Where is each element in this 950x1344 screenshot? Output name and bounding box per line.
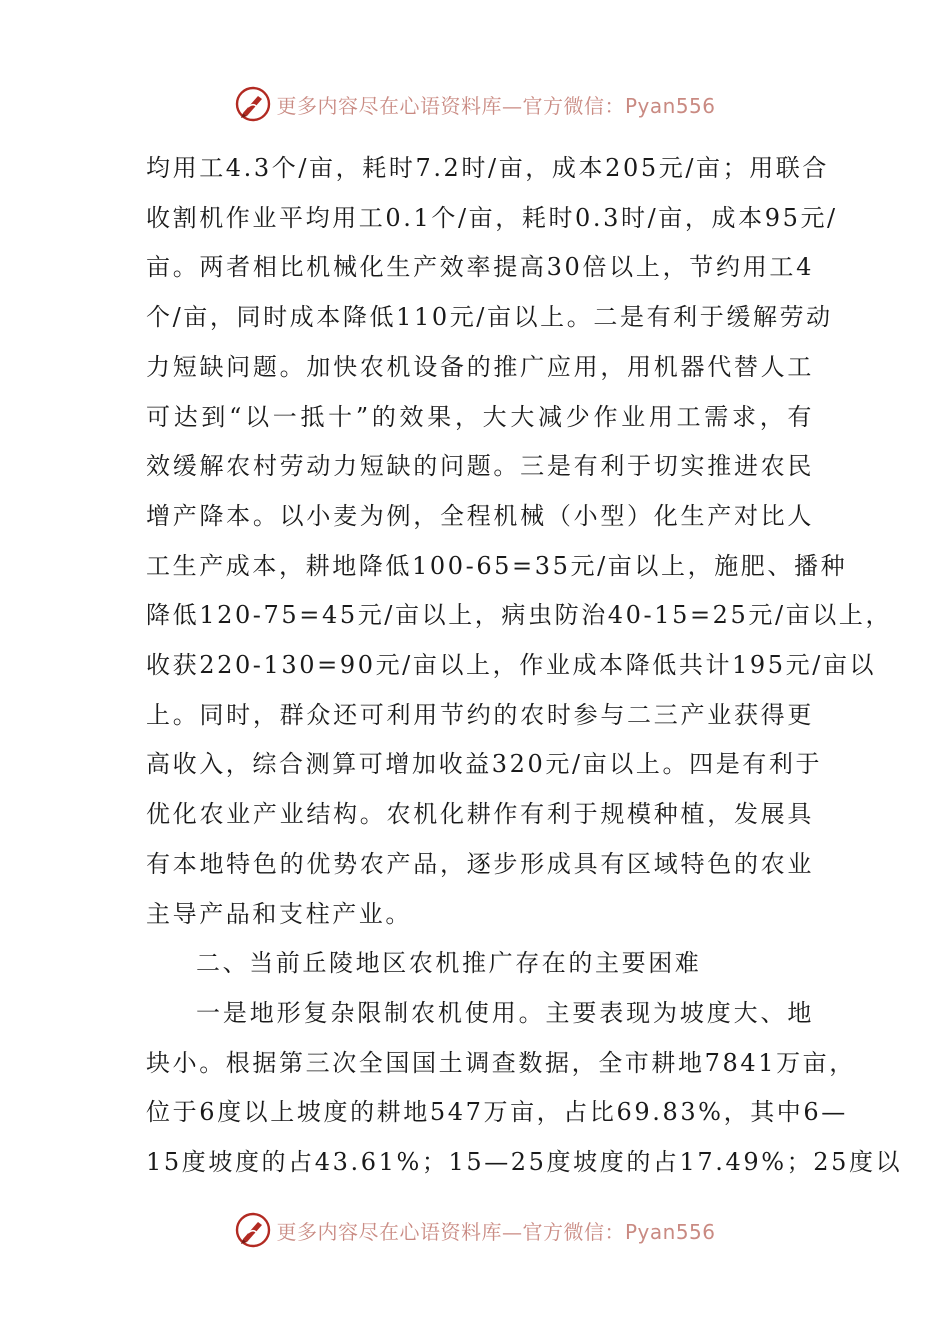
watermark-group (234, 1211, 715, 1249)
watermark-group (234, 85, 715, 123)
heading-text: 二、当前丘陵地区农机推广存在的主要困难 (196, 949, 702, 978)
watermark-text: 更多内容尽在心语资料库—官方微信：Pyan556 (276, 1219, 716, 1244)
text-line: 15度坡度的占43.61%；15—25度坡度的占17.49%；25度以 (146, 1148, 903, 1177)
text-line: 收获220-130=90元/亩以上，作业成本降低共计195元/亩以 (146, 651, 877, 680)
text-line: 位于6度以上坡度的耕地547万亩，占比69.83%，其中6— (146, 1098, 848, 1127)
header-watermark (0, 82, 950, 126)
text-line: 效缓解农村劳动力短缺的问题。三是有利于切实推进农民 (146, 452, 814, 481)
watermark-brand: Pyan556 (624, 93, 716, 118)
text-line: 高收入，综合测算可增加收益320元/亩以上。四是有利于 (146, 750, 823, 779)
pen-logo-icon (234, 85, 272, 123)
text-line: 亩。两者相比机械化生产效率提高30倍以上，节约用工4 (146, 253, 814, 282)
text-line: 块小。根据第三次全国国土调查数据，全市耕地7841万亩， (146, 1048, 856, 1077)
watermark-text: 更多内容尽在心语资料库—官方微信：Pyan556 (276, 93, 716, 118)
text-line: 有本地特色的优势农产品，逐步形成具有区域特色的农业 (146, 849, 814, 878)
text-line: 个/亩，同时成本降低110元/亩以上。二是有利于缓解劳动 (146, 303, 833, 332)
footer-watermark (0, 1208, 950, 1252)
text-line: 优化农业产业结构。农机化耕作有利于规模种植，发展具 (146, 800, 814, 829)
text-line: 增产降本。以小麦为例，全程机械（小型）化生产对比人 (146, 501, 814, 530)
watermark-brand: Pyan556 (624, 1219, 716, 1244)
text-line: 上。同时，群众还可利用节约的农时参与二三产业获得更 (146, 700, 814, 729)
paragraph-3 (146, 989, 903, 1188)
text-line: 力短缺问题。加快农机设备的推广应用，用机器代替人工 (146, 352, 814, 381)
text-line: 主导产品和支柱产业。 (146, 899, 412, 928)
text-line: 工生产成本，耕地降低100-65=35元/亩以上，施肥、播种 (146, 551, 848, 580)
paragraph-1 (146, 144, 893, 939)
document-body (146, 144, 903, 1188)
text-line: 均用工4.3个/亩，耗时7.2时/亩，成本205元/亩；用联合 (146, 154, 830, 182)
text-line: 收割机作业平均用工0.1个/亩，耗时0.3时/亩，成本95元/ (146, 203, 838, 232)
section-heading (146, 939, 814, 989)
pen-logo-icon (234, 1211, 272, 1249)
text-line: 一是地形复杂限制农机使用。主要表现为坡度大、地 (196, 998, 814, 1027)
text-line: 可达到“以一抵十”的效果，大大减少作业用工需求，有 (146, 402, 814, 431)
text-line: 降低120-75=45元/亩以上，病虫防治40-15=25元/亩以上， (146, 601, 893, 630)
